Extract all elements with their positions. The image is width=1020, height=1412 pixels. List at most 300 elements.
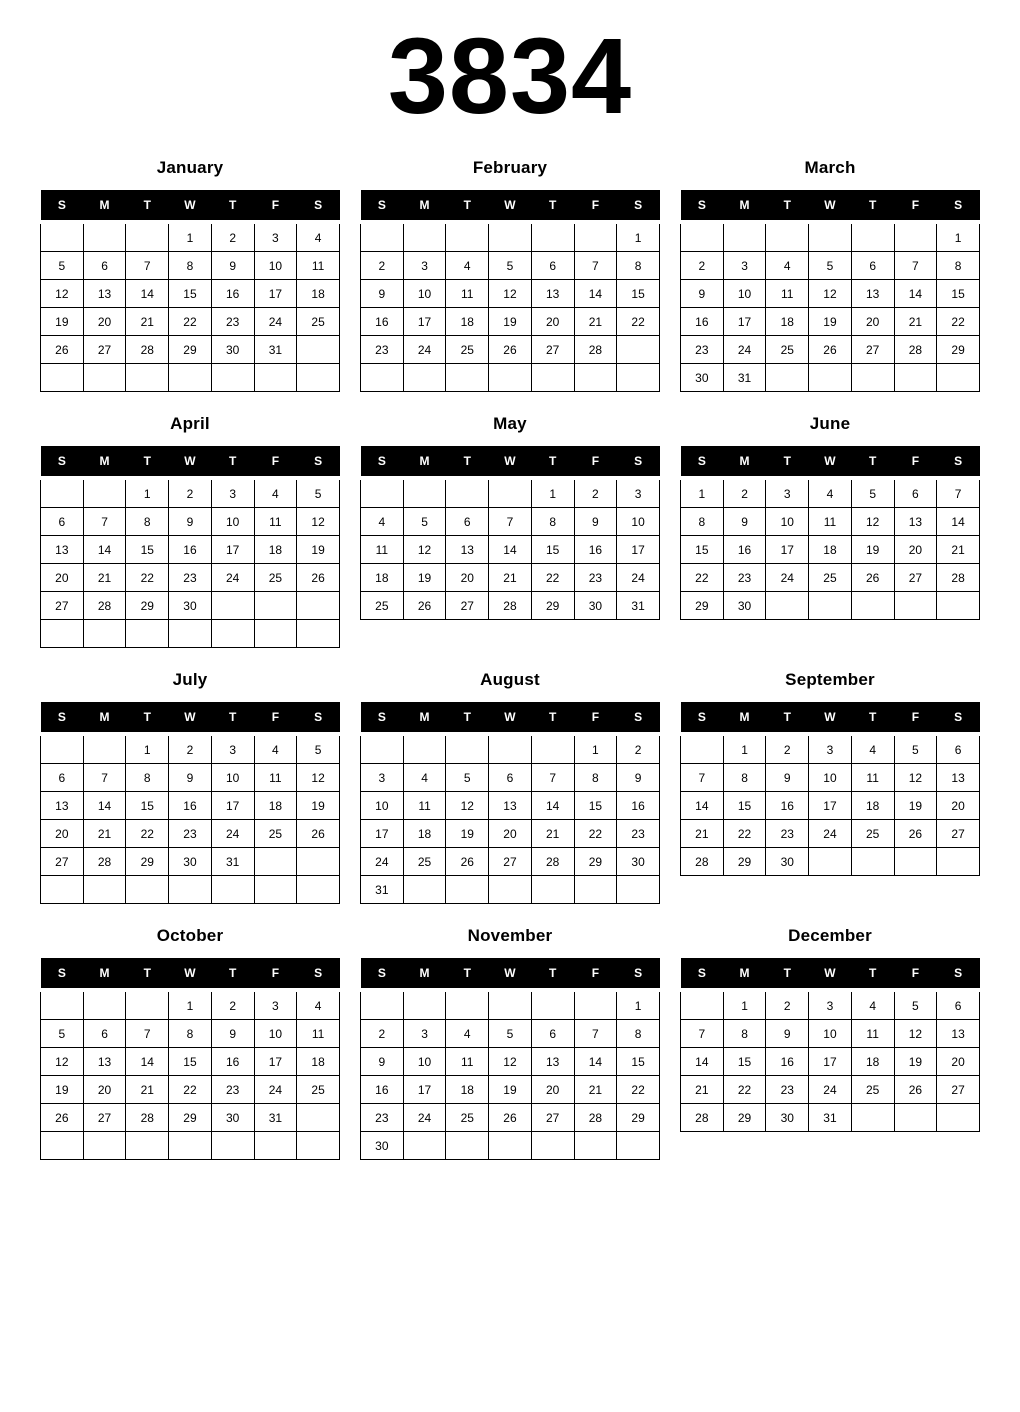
day-cell[interactable]: 30: [617, 848, 660, 876]
day-cell[interactable]: 20: [937, 1048, 980, 1076]
day-cell[interactable]: 27: [937, 1076, 980, 1104]
day-cell[interactable]: 1: [169, 222, 212, 252]
day-cell[interactable]: 8: [723, 1020, 766, 1048]
day-cell[interactable]: 4: [446, 252, 489, 280]
day-cell[interactable]: 19: [403, 564, 446, 592]
day-cell[interactable]: 2: [211, 222, 254, 252]
day-cell[interactable]: 30: [681, 364, 724, 392]
day-cell[interactable]: 10: [809, 1020, 852, 1048]
day-cell[interactable]: 23: [361, 1104, 404, 1132]
day-cell[interactable]: 1: [723, 990, 766, 1020]
day-cell[interactable]: 25: [851, 1076, 894, 1104]
day-cell[interactable]: 29: [723, 1104, 766, 1132]
day-cell[interactable]: 24: [617, 564, 660, 592]
day-cell[interactable]: 28: [574, 1104, 617, 1132]
day-cell[interactable]: 21: [681, 1076, 724, 1104]
day-cell[interactable]: 14: [574, 1048, 617, 1076]
day-cell[interactable]: 27: [41, 848, 84, 876]
day-cell[interactable]: 16: [361, 308, 404, 336]
day-cell[interactable]: 16: [681, 308, 724, 336]
day-cell[interactable]: 11: [297, 1020, 340, 1048]
day-cell[interactable]: 30: [361, 1132, 404, 1160]
day-cell[interactable]: 22: [617, 308, 660, 336]
day-cell[interactable]: 7: [681, 1020, 724, 1048]
day-cell[interactable]: 8: [531, 508, 574, 536]
day-cell[interactable]: 9: [723, 508, 766, 536]
day-cell[interactable]: 27: [531, 1104, 574, 1132]
day-cell[interactable]: 13: [489, 792, 532, 820]
day-cell[interactable]: 3: [254, 990, 297, 1020]
day-cell[interactable]: 31: [809, 1104, 852, 1132]
day-cell[interactable]: 18: [254, 536, 297, 564]
day-cell[interactable]: 4: [297, 990, 340, 1020]
day-cell[interactable]: 9: [211, 252, 254, 280]
day-cell[interactable]: 12: [894, 764, 937, 792]
day-cell[interactable]: 1: [126, 734, 169, 764]
day-cell[interactable]: 27: [531, 336, 574, 364]
day-cell[interactable]: 11: [254, 508, 297, 536]
day-cell[interactable]: 9: [361, 1048, 404, 1076]
day-cell[interactable]: 31: [617, 592, 660, 620]
day-cell[interactable]: 29: [126, 592, 169, 620]
day-cell[interactable]: 12: [809, 280, 852, 308]
day-cell[interactable]: 4: [809, 478, 852, 508]
day-cell[interactable]: 9: [169, 508, 212, 536]
day-cell[interactable]: 24: [403, 336, 446, 364]
day-cell[interactable]: 18: [403, 820, 446, 848]
day-cell[interactable]: 9: [211, 1020, 254, 1048]
day-cell[interactable]: 17: [723, 308, 766, 336]
day-cell[interactable]: 5: [41, 1020, 84, 1048]
day-cell[interactable]: 12: [894, 1020, 937, 1048]
day-cell[interactable]: 12: [851, 508, 894, 536]
day-cell[interactable]: 20: [446, 564, 489, 592]
day-cell[interactable]: 26: [851, 564, 894, 592]
day-cell[interactable]: 15: [531, 536, 574, 564]
day-cell[interactable]: 27: [489, 848, 532, 876]
day-cell[interactable]: 6: [83, 252, 126, 280]
day-cell[interactable]: 16: [723, 536, 766, 564]
day-cell[interactable]: 11: [446, 280, 489, 308]
day-cell[interactable]: 12: [446, 792, 489, 820]
day-cell[interactable]: 22: [126, 564, 169, 592]
day-cell[interactable]: 12: [41, 1048, 84, 1076]
day-cell[interactable]: 30: [211, 336, 254, 364]
day-cell[interactable]: 17: [766, 536, 809, 564]
day-cell[interactable]: 13: [83, 1048, 126, 1076]
day-cell[interactable]: 11: [809, 508, 852, 536]
day-cell[interactable]: 14: [126, 1048, 169, 1076]
day-cell[interactable]: 15: [169, 1048, 212, 1076]
day-cell[interactable]: 4: [254, 478, 297, 508]
day-cell[interactable]: 2: [169, 734, 212, 764]
day-cell[interactable]: 10: [254, 252, 297, 280]
day-cell[interactable]: 28: [681, 1104, 724, 1132]
day-cell[interactable]: 22: [531, 564, 574, 592]
day-cell[interactable]: 26: [297, 564, 340, 592]
day-cell[interactable]: 18: [297, 280, 340, 308]
day-cell[interactable]: 29: [126, 848, 169, 876]
day-cell[interactable]: 5: [297, 734, 340, 764]
day-cell[interactable]: 1: [723, 734, 766, 764]
day-cell[interactable]: 16: [169, 792, 212, 820]
day-cell[interactable]: 15: [617, 280, 660, 308]
day-cell[interactable]: 25: [766, 336, 809, 364]
day-cell[interactable]: 8: [617, 252, 660, 280]
day-cell[interactable]: 4: [851, 990, 894, 1020]
day-cell[interactable]: 14: [126, 280, 169, 308]
day-cell[interactable]: 6: [937, 990, 980, 1020]
day-cell[interactable]: 10: [766, 508, 809, 536]
day-cell[interactable]: 15: [681, 536, 724, 564]
day-cell[interactable]: 26: [489, 336, 532, 364]
day-cell[interactable]: 4: [851, 734, 894, 764]
day-cell[interactable]: 25: [297, 308, 340, 336]
day-cell[interactable]: 7: [489, 508, 532, 536]
day-cell[interactable]: 17: [403, 308, 446, 336]
day-cell[interactable]: 5: [297, 478, 340, 508]
day-cell[interactable]: 5: [446, 764, 489, 792]
day-cell[interactable]: 13: [446, 536, 489, 564]
day-cell[interactable]: 28: [681, 848, 724, 876]
day-cell[interactable]: 18: [446, 308, 489, 336]
day-cell[interactable]: 19: [894, 792, 937, 820]
day-cell[interactable]: 10: [403, 1048, 446, 1076]
day-cell[interactable]: 13: [531, 280, 574, 308]
day-cell[interactable]: 21: [937, 536, 980, 564]
day-cell[interactable]: 2: [361, 1020, 404, 1048]
day-cell[interactable]: 21: [531, 820, 574, 848]
day-cell[interactable]: 28: [126, 336, 169, 364]
day-cell[interactable]: 9: [574, 508, 617, 536]
day-cell[interactable]: 20: [489, 820, 532, 848]
day-cell[interactable]: 6: [41, 764, 84, 792]
day-cell[interactable]: 4: [403, 764, 446, 792]
day-cell[interactable]: 8: [126, 764, 169, 792]
day-cell[interactable]: 4: [446, 1020, 489, 1048]
day-cell[interactable]: 27: [83, 1104, 126, 1132]
day-cell[interactable]: 7: [574, 1020, 617, 1048]
day-cell[interactable]: 26: [894, 820, 937, 848]
day-cell[interactable]: 23: [766, 1076, 809, 1104]
day-cell[interactable]: 30: [766, 848, 809, 876]
day-cell[interactable]: 30: [169, 848, 212, 876]
day-cell[interactable]: 28: [937, 564, 980, 592]
day-cell[interactable]: 29: [937, 336, 980, 364]
day-cell[interactable]: 25: [254, 564, 297, 592]
day-cell[interactable]: 23: [211, 1076, 254, 1104]
day-cell[interactable]: 23: [617, 820, 660, 848]
day-cell[interactable]: 1: [681, 478, 724, 508]
day-cell[interactable]: 30: [169, 592, 212, 620]
day-cell[interactable]: 21: [574, 1076, 617, 1104]
day-cell[interactable]: 3: [254, 222, 297, 252]
day-cell[interactable]: 23: [723, 564, 766, 592]
day-cell[interactable]: 19: [41, 1076, 84, 1104]
day-cell[interactable]: 3: [617, 478, 660, 508]
day-cell[interactable]: 17: [809, 1048, 852, 1076]
day-cell[interactable]: 11: [403, 792, 446, 820]
day-cell[interactable]: 25: [446, 336, 489, 364]
day-cell[interactable]: 20: [531, 1076, 574, 1104]
day-cell[interactable]: 16: [211, 1048, 254, 1076]
day-cell[interactable]: 11: [766, 280, 809, 308]
day-cell[interactable]: 23: [574, 564, 617, 592]
day-cell[interactable]: 23: [211, 308, 254, 336]
day-cell[interactable]: 5: [851, 478, 894, 508]
day-cell[interactable]: 22: [574, 820, 617, 848]
day-cell[interactable]: 5: [41, 252, 84, 280]
day-cell[interactable]: 11: [361, 536, 404, 564]
day-cell[interactable]: 1: [531, 478, 574, 508]
day-cell[interactable]: 22: [169, 308, 212, 336]
day-cell[interactable]: 30: [723, 592, 766, 620]
day-cell[interactable]: 24: [254, 308, 297, 336]
day-cell[interactable]: 2: [169, 478, 212, 508]
day-cell[interactable]: 5: [403, 508, 446, 536]
day-cell[interactable]: 5: [894, 990, 937, 1020]
day-cell[interactable]: 19: [297, 536, 340, 564]
day-cell[interactable]: 6: [531, 252, 574, 280]
day-cell[interactable]: 12: [489, 1048, 532, 1076]
day-cell[interactable]: 4: [254, 734, 297, 764]
day-cell[interactable]: 6: [41, 508, 84, 536]
day-cell[interactable]: 1: [574, 734, 617, 764]
day-cell[interactable]: 31: [723, 364, 766, 392]
day-cell[interactable]: 20: [83, 308, 126, 336]
day-cell[interactable]: 15: [937, 280, 980, 308]
day-cell[interactable]: 24: [809, 820, 852, 848]
day-cell[interactable]: 3: [211, 734, 254, 764]
day-cell[interactable]: 5: [489, 252, 532, 280]
day-cell[interactable]: 25: [297, 1076, 340, 1104]
day-cell[interactable]: 8: [126, 508, 169, 536]
day-cell[interactable]: 10: [403, 280, 446, 308]
day-cell[interactable]: 31: [211, 848, 254, 876]
day-cell[interactable]: 18: [766, 308, 809, 336]
day-cell[interactable]: 26: [403, 592, 446, 620]
day-cell[interactable]: 12: [297, 508, 340, 536]
day-cell[interactable]: 9: [766, 1020, 809, 1048]
day-cell[interactable]: 2: [211, 990, 254, 1020]
day-cell[interactable]: 29: [681, 592, 724, 620]
day-cell[interactable]: 3: [403, 252, 446, 280]
day-cell[interactable]: 24: [254, 1076, 297, 1104]
day-cell[interactable]: 29: [574, 848, 617, 876]
day-cell[interactable]: 6: [937, 734, 980, 764]
day-cell[interactable]: 2: [723, 478, 766, 508]
day-cell[interactable]: 11: [851, 764, 894, 792]
day-cell[interactable]: 20: [937, 792, 980, 820]
day-cell[interactable]: 7: [126, 252, 169, 280]
day-cell[interactable]: 10: [723, 280, 766, 308]
day-cell[interactable]: 8: [617, 1020, 660, 1048]
day-cell[interactable]: 12: [297, 764, 340, 792]
day-cell[interactable]: 18: [297, 1048, 340, 1076]
day-cell[interactable]: 6: [83, 1020, 126, 1048]
day-cell[interactable]: 4: [297, 222, 340, 252]
day-cell[interactable]: 17: [254, 280, 297, 308]
day-cell[interactable]: 17: [254, 1048, 297, 1076]
day-cell[interactable]: 1: [617, 222, 660, 252]
day-cell[interactable]: 10: [361, 792, 404, 820]
day-cell[interactable]: 27: [937, 820, 980, 848]
day-cell[interactable]: 8: [937, 252, 980, 280]
day-cell[interactable]: 3: [361, 764, 404, 792]
day-cell[interactable]: 24: [211, 820, 254, 848]
day-cell[interactable]: 18: [809, 536, 852, 564]
day-cell[interactable]: 10: [211, 764, 254, 792]
day-cell[interactable]: 26: [489, 1104, 532, 1132]
day-cell[interactable]: 25: [446, 1104, 489, 1132]
day-cell[interactable]: 11: [297, 252, 340, 280]
day-cell[interactable]: 23: [169, 820, 212, 848]
day-cell[interactable]: 14: [531, 792, 574, 820]
day-cell[interactable]: 8: [169, 252, 212, 280]
day-cell[interactable]: 24: [211, 564, 254, 592]
day-cell[interactable]: 5: [894, 734, 937, 764]
day-cell[interactable]: 12: [403, 536, 446, 564]
day-cell[interactable]: 16: [617, 792, 660, 820]
day-cell[interactable]: 26: [41, 1104, 84, 1132]
day-cell[interactable]: 17: [403, 1076, 446, 1104]
day-cell[interactable]: 28: [894, 336, 937, 364]
day-cell[interactable]: 1: [126, 478, 169, 508]
day-cell[interactable]: 12: [489, 280, 532, 308]
day-cell[interactable]: 21: [489, 564, 532, 592]
day-cell[interactable]: 28: [83, 592, 126, 620]
day-cell[interactable]: 21: [126, 1076, 169, 1104]
day-cell[interactable]: 15: [126, 792, 169, 820]
day-cell[interactable]: 22: [937, 308, 980, 336]
day-cell[interactable]: 5: [489, 1020, 532, 1048]
day-cell[interactable]: 31: [361, 876, 404, 904]
day-cell[interactable]: 27: [851, 336, 894, 364]
day-cell[interactable]: 15: [169, 280, 212, 308]
day-cell[interactable]: 17: [361, 820, 404, 848]
day-cell[interactable]: 14: [681, 1048, 724, 1076]
day-cell[interactable]: 10: [809, 764, 852, 792]
day-cell[interactable]: 13: [41, 792, 84, 820]
day-cell[interactable]: 7: [681, 764, 724, 792]
day-cell[interactable]: 15: [126, 536, 169, 564]
day-cell[interactable]: 13: [851, 280, 894, 308]
day-cell[interactable]: 2: [574, 478, 617, 508]
day-cell[interactable]: 2: [681, 252, 724, 280]
day-cell[interactable]: 9: [169, 764, 212, 792]
day-cell[interactable]: 16: [361, 1076, 404, 1104]
day-cell[interactable]: 25: [254, 820, 297, 848]
day-cell[interactable]: 19: [809, 308, 852, 336]
day-cell[interactable]: 9: [766, 764, 809, 792]
day-cell[interactable]: 2: [766, 990, 809, 1020]
day-cell[interactable]: 24: [361, 848, 404, 876]
day-cell[interactable]: 7: [937, 478, 980, 508]
day-cell[interactable]: 8: [169, 1020, 212, 1048]
day-cell[interactable]: 16: [169, 536, 212, 564]
day-cell[interactable]: 9: [617, 764, 660, 792]
day-cell[interactable]: 21: [83, 564, 126, 592]
day-cell[interactable]: 18: [361, 564, 404, 592]
day-cell[interactable]: 11: [254, 764, 297, 792]
day-cell[interactable]: 13: [937, 1020, 980, 1048]
day-cell[interactable]: 1: [617, 990, 660, 1020]
day-cell[interactable]: 20: [41, 564, 84, 592]
day-cell[interactable]: 18: [446, 1076, 489, 1104]
day-cell[interactable]: 3: [809, 990, 852, 1020]
day-cell[interactable]: 1: [937, 222, 980, 252]
day-cell[interactable]: 14: [894, 280, 937, 308]
day-cell[interactable]: 25: [403, 848, 446, 876]
day-cell[interactable]: 15: [723, 792, 766, 820]
day-cell[interactable]: 28: [126, 1104, 169, 1132]
day-cell[interactable]: 8: [681, 508, 724, 536]
day-cell[interactable]: 31: [254, 336, 297, 364]
day-cell[interactable]: 19: [446, 820, 489, 848]
day-cell[interactable]: 30: [766, 1104, 809, 1132]
day-cell[interactable]: 14: [489, 536, 532, 564]
day-cell[interactable]: 27: [894, 564, 937, 592]
day-cell[interactable]: 13: [83, 280, 126, 308]
day-cell[interactable]: 15: [574, 792, 617, 820]
day-cell[interactable]: 7: [83, 508, 126, 536]
day-cell[interactable]: 15: [723, 1048, 766, 1076]
day-cell[interactable]: 26: [297, 820, 340, 848]
day-cell[interactable]: 3: [211, 478, 254, 508]
day-cell[interactable]: 19: [297, 792, 340, 820]
day-cell[interactable]: 16: [766, 1048, 809, 1076]
day-cell[interactable]: 11: [446, 1048, 489, 1076]
day-cell[interactable]: 25: [851, 820, 894, 848]
day-cell[interactable]: 2: [361, 252, 404, 280]
day-cell[interactable]: 26: [809, 336, 852, 364]
day-cell[interactable]: 22: [169, 1076, 212, 1104]
day-cell[interactable]: 7: [531, 764, 574, 792]
day-cell[interactable]: 10: [254, 1020, 297, 1048]
day-cell[interactable]: 13: [531, 1048, 574, 1076]
day-cell[interactable]: 7: [83, 764, 126, 792]
day-cell[interactable]: 22: [681, 564, 724, 592]
day-cell[interactable]: 22: [126, 820, 169, 848]
day-cell[interactable]: 30: [574, 592, 617, 620]
day-cell[interactable]: 7: [894, 252, 937, 280]
day-cell[interactable]: 8: [723, 764, 766, 792]
day-cell[interactable]: 17: [617, 536, 660, 564]
day-cell[interactable]: 29: [531, 592, 574, 620]
day-cell[interactable]: 13: [41, 536, 84, 564]
day-cell[interactable]: 19: [489, 1076, 532, 1104]
day-cell[interactable]: 6: [446, 508, 489, 536]
day-cell[interactable]: 24: [809, 1076, 852, 1104]
day-cell[interactable]: 14: [83, 792, 126, 820]
day-cell[interactable]: 4: [361, 508, 404, 536]
day-cell[interactable]: 10: [211, 508, 254, 536]
day-cell[interactable]: 13: [894, 508, 937, 536]
day-cell[interactable]: 29: [617, 1104, 660, 1132]
day-cell[interactable]: 3: [809, 734, 852, 764]
day-cell[interactable]: 19: [489, 308, 532, 336]
day-cell[interactable]: 28: [83, 848, 126, 876]
day-cell[interactable]: 29: [723, 848, 766, 876]
day-cell[interactable]: 22: [723, 820, 766, 848]
day-cell[interactable]: 18: [851, 1048, 894, 1076]
day-cell[interactable]: 3: [403, 1020, 446, 1048]
day-cell[interactable]: 2: [617, 734, 660, 764]
day-cell[interactable]: 7: [574, 252, 617, 280]
day-cell[interactable]: 18: [254, 792, 297, 820]
day-cell[interactable]: 17: [211, 792, 254, 820]
day-cell[interactable]: 10: [617, 508, 660, 536]
